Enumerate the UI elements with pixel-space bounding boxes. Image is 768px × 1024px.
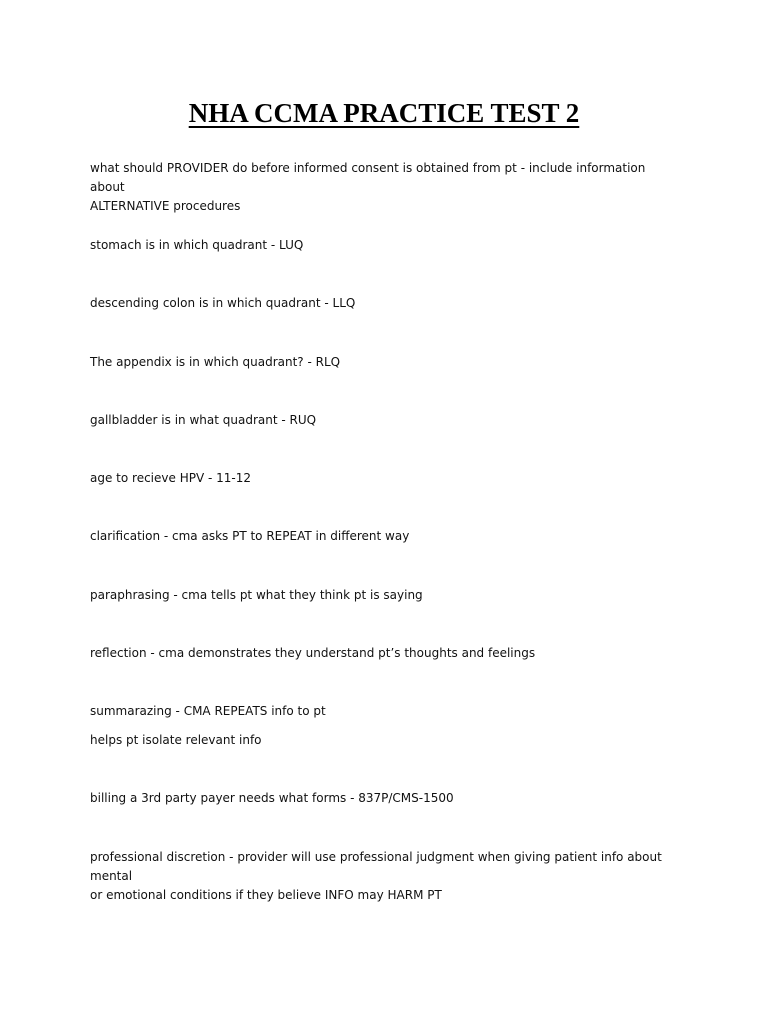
qa-entry-line: summarazing - CMA REPEATS info to pt bbox=[90, 704, 326, 718]
qa-entry-line: professional discretion - provider will use professional judgment when giving patient info about mental bbox=[90, 850, 662, 883]
qa-entry-stomach bbox=[90, 236, 680, 255]
page-title: NHA CCMA PRACTICE TEST 2 bbox=[188, 98, 580, 128]
qa-entry-summarizing-note bbox=[90, 731, 680, 750]
qa-entry-line: billing a 3rd party payer needs what forms - 837P/CMS-1500 bbox=[90, 791, 454, 805]
qa-entry-line: what should PROVIDER do before informed consent is obtained from pt - include information about bbox=[90, 161, 646, 194]
qa-entry-hpv-age bbox=[90, 469, 680, 488]
qa-entry-line: descending colon is in which quadrant - LLQ bbox=[90, 296, 356, 310]
qa-entry-line: or emotional conditions if they believe INFO may HARM PT bbox=[90, 888, 442, 902]
qa-entry-clarification bbox=[90, 527, 680, 546]
qa-entry-paraphrasing bbox=[90, 586, 680, 605]
qa-entry-informed-consent bbox=[90, 159, 680, 216]
qa-entry-line: helps pt isolate relevant info bbox=[90, 733, 262, 747]
qa-entry-descending-colon bbox=[90, 294, 680, 313]
qa-entry-professional-discretion bbox=[90, 848, 680, 905]
qa-entry-line: ALTERNATIVE procedures bbox=[90, 199, 241, 213]
qa-entry-summarizing bbox=[90, 702, 680, 721]
qa-entry-reflection bbox=[90, 644, 680, 663]
qa-entry-line: paraphrasing - cma tells pt what they think pt is saying bbox=[90, 588, 423, 602]
qa-entry-line: age to recieve HPV - 11-12 bbox=[90, 471, 251, 485]
qa-entry-appendix bbox=[90, 353, 680, 372]
qa-entry-line: stomach is in which quadrant - LUQ bbox=[90, 238, 304, 252]
qa-entry-gallbladder bbox=[90, 411, 680, 430]
qa-entry-billing bbox=[90, 789, 680, 808]
qa-entry-line: gallbladder is in what quadrant - RUQ bbox=[90, 413, 317, 427]
qa-entry-line: clarification - cma asks PT to REPEAT in different way bbox=[90, 529, 410, 543]
qa-entry-line: The appendix is in which quadrant? - RLQ bbox=[90, 355, 341, 369]
qa-entry-line: reflection - cma demonstrates they understand pt’s thoughts and feelings bbox=[90, 646, 536, 660]
